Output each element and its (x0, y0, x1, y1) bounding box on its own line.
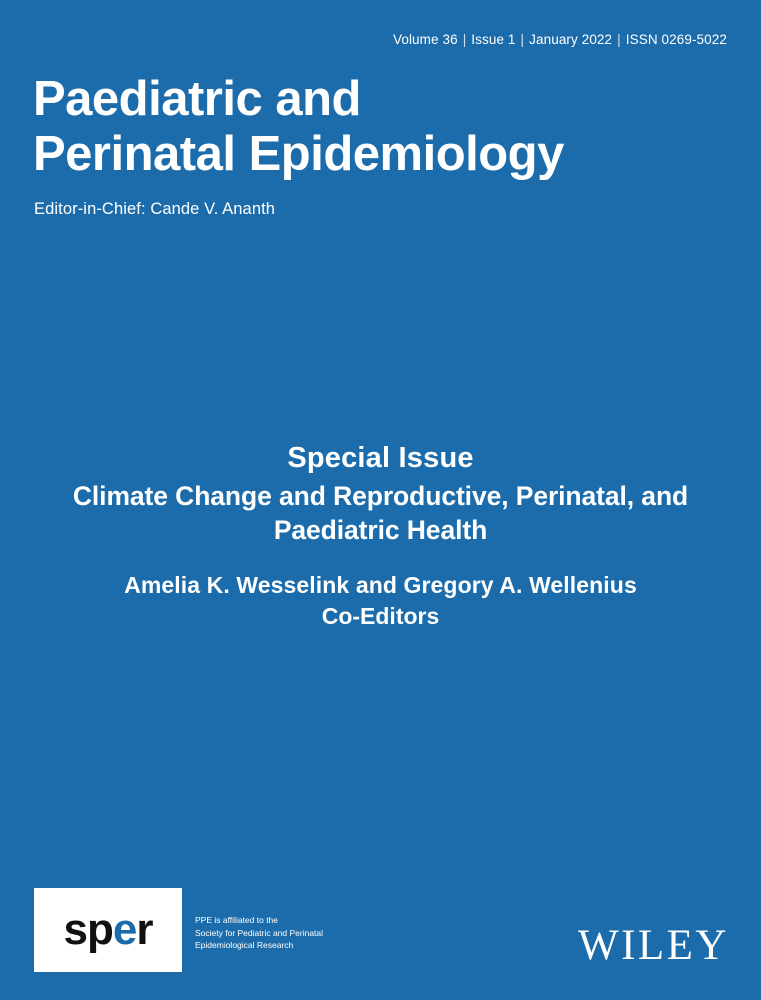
sper-wordmark-left: sp (63, 905, 113, 954)
editor-in-chief: Editor-in-Chief: Cande V. Ananth (34, 200, 276, 218)
special-issue-label: Special Issue (287, 442, 474, 474)
sper-wordmark-right: r (136, 905, 153, 954)
affiliation-line-1: PPE is affiliated to the (195, 914, 279, 925)
metadata-separator-1: | (462, 32, 467, 47)
special-issue-editor-role: Co-Editors (321, 602, 440, 629)
issue-metadata-line (393, 32, 727, 47)
journal-title-line-1: Paediatric and (33, 72, 361, 126)
publisher-logo: WILEY (578, 922, 729, 969)
sper-wordmark-mid: e (112, 905, 137, 954)
affiliation-note (195, 914, 405, 952)
special-issue-block (0, 440, 761, 631)
sper-logo (34, 888, 182, 972)
volume-label: Volume 36 (392, 32, 458, 47)
issue-date: January 2022 (529, 32, 613, 47)
metadata-separator-3: | (617, 32, 621, 47)
issue-label: Issue 1 (471, 32, 516, 47)
metadata-separator-2: | (520, 32, 525, 47)
issn-label: ISSN 0269-5022 (625, 32, 727, 47)
sper-wordmark (35, 889, 181, 971)
journal-title (33, 72, 731, 182)
special-issue-title: Climate Change and Reproductive, Perinatal, and Paediatric Health (72, 481, 689, 546)
affiliation-line-2: Society for Pediatric and Perinatal (195, 927, 324, 938)
affiliation-line-3: Epidemiological Research (195, 940, 294, 951)
journal-title-line-2: Perinatal Epidemiology (33, 126, 564, 181)
special-issue-editors: Amelia K. Wesselink and Gregory A. Wellenius (124, 572, 637, 599)
